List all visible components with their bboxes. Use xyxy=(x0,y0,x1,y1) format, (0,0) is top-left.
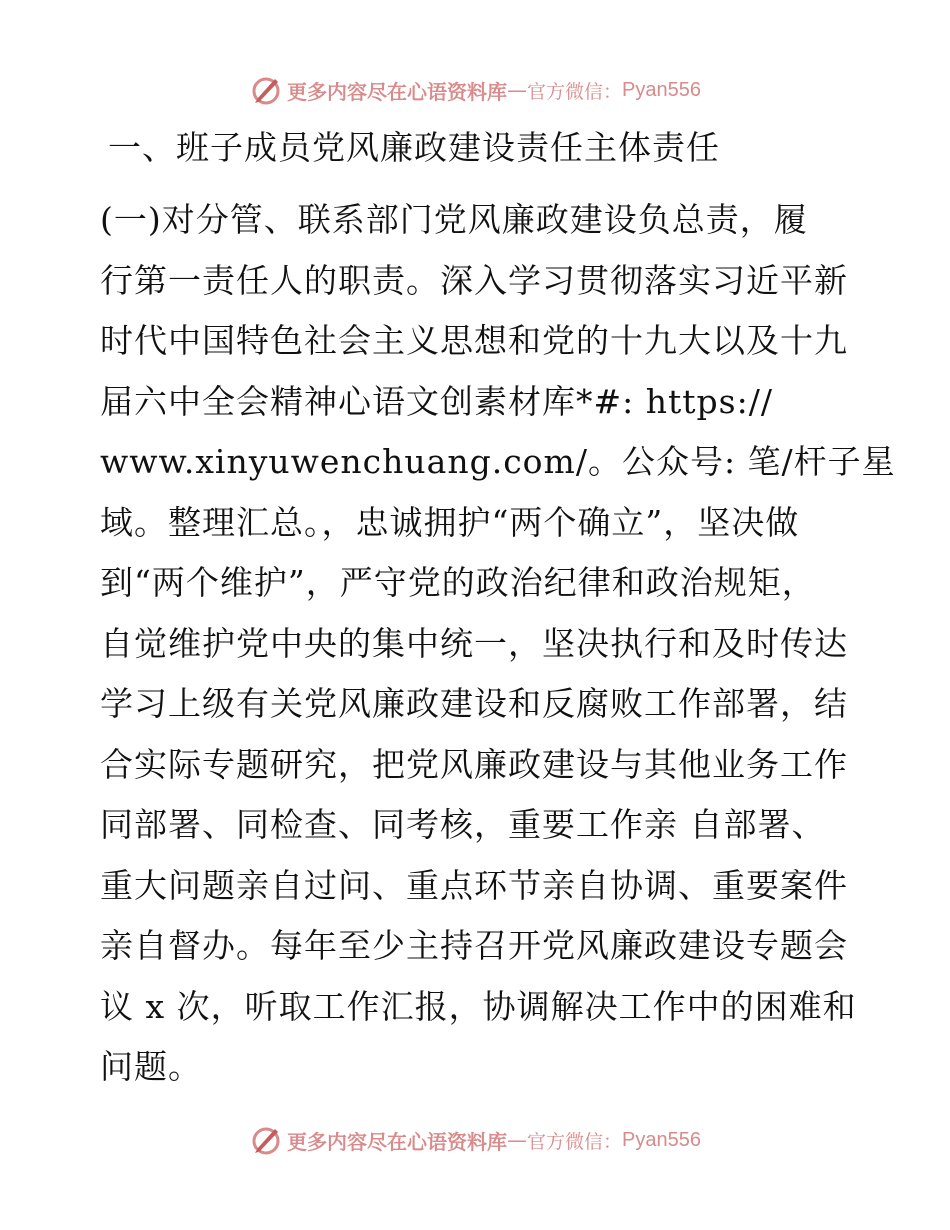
paragraph-line: 亲自督办。每年至少主持召开党风廉政建设专题会 xyxy=(100,926,848,965)
banner-wechat-label: 官方微信： xyxy=(527,80,623,103)
body-paragraph xyxy=(100,190,896,1098)
paragraph-line: 学习上级有关党风廉政建设和反腐败工作部署，结 xyxy=(100,684,848,723)
paragraph-line: 议 x 次，听取工作汇报，协调解决工作中的困难和 xyxy=(100,986,857,1026)
paragraph-line: 域。整理汇总。，忠诚拥护“两个确立”，坚决做 xyxy=(100,502,800,542)
footer-watermark-banner xyxy=(0,1120,950,1160)
banner-main-text: 更多内容尽在心语资料库 xyxy=(287,79,507,104)
paragraph-line: 届六中全会精神心语文创素材库*#: https:// xyxy=(100,381,773,421)
banner-separator: — xyxy=(507,78,527,102)
paragraph-line: 同部署、同检查、同考核，重要工作亲 自部署、 xyxy=(100,805,826,844)
paragraph-line: (一)对分管、联系部门党风廉政建设负总责，履 xyxy=(100,200,808,239)
paragraph-line: 时代中国特色社会主义思想和党的十九大以及十九 xyxy=(100,321,848,360)
paragraph-line: 重大问题亲自过问、重点环节亲自协调、重要案件 xyxy=(100,865,848,905)
paragraph-line: www.xinyuwenchuang.com/。公众号: 笔/杆子星 xyxy=(100,442,896,481)
paragraph-line: 行第一责任人的职责。深入学习贯彻落实习近平新 xyxy=(100,260,848,300)
paragraph-line: 合实际专题研究，把党风廉政建设与其他业务工作 xyxy=(100,744,848,784)
banner-main-text: 更多内容尽在心语资料库 xyxy=(287,1129,507,1154)
paragraph-line: 自觉维护党中央的集中统一，坚决执行和及时传达 xyxy=(100,623,848,663)
paragraph-line: 到“两个维护”，严守党的政治纪律和政治规矩， xyxy=(100,563,816,602)
paragraph-line: 问题。 xyxy=(100,1047,202,1086)
header-watermark-banner xyxy=(0,70,950,110)
section-heading: 一、班子成员党风廉政建设责任主体责任 xyxy=(108,128,720,167)
quill-pen-logo-icon xyxy=(249,1123,283,1157)
banner-wechat-label: 官方微信： xyxy=(527,1130,623,1153)
banner-separator: — xyxy=(507,1128,527,1152)
quill-pen-logo-icon xyxy=(249,73,283,107)
banner-wechat-id: Pyan556 xyxy=(622,78,701,101)
banner-wechat-id: Pyan556 xyxy=(622,1128,701,1151)
